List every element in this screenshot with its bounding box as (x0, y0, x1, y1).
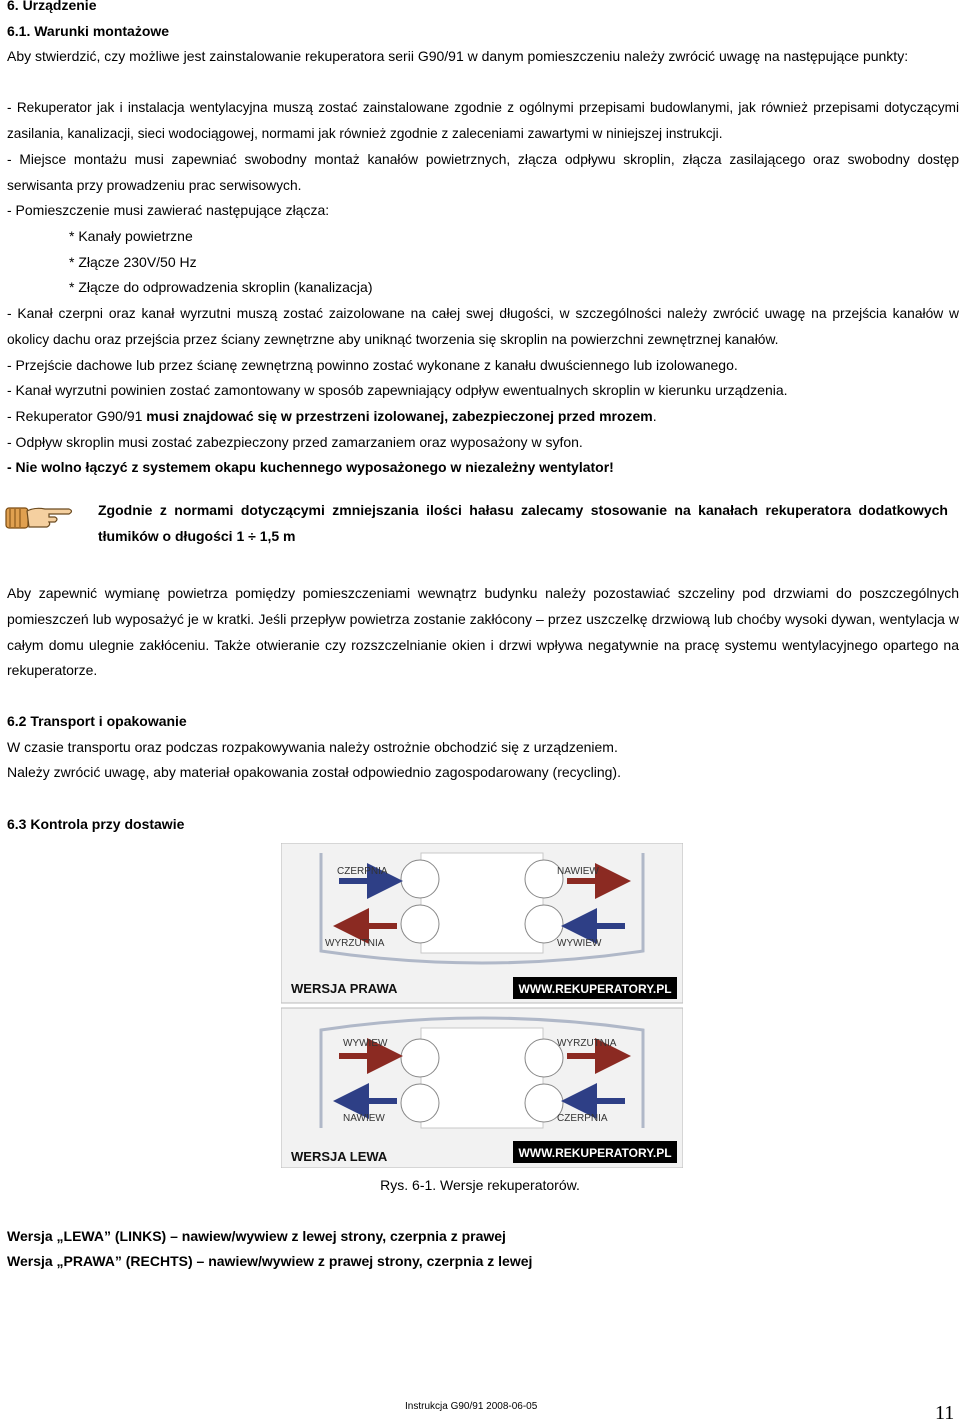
paragraph-regulations: - Rekuperator jak i instalacja wentylacyjna muszą zostać zainstalowane zgodnie z ogólnymi przepisami budowlanymi, jak również przepisami dotyczącymi zasilania, kanalizacji, sieci wodociągowej, normami jak również zgodnie z zaleceniami zawartymi w niniejszej instrukcji. (7, 100, 959, 141)
chapter-heading: 6. Urządzenie (7, 0, 97, 13)
panel-left-version (281, 1008, 683, 1168)
transport-line-2: Należy zwrócić uwagę, aby materiał opakowania został odpowiednio zagospodarowany (recycling). (7, 764, 621, 780)
figure-caption: Rys. 6-1. Wersje rekuperatorów. (380, 1177, 580, 1193)
label-top-left: WYWIEW (343, 1038, 388, 1049)
recuperator-versions-figure (281, 843, 683, 1168)
label-top-right: WYRZUTNIA (557, 1038, 617, 1049)
duct-connector (401, 905, 439, 943)
section-heading-6-1: 6.1. Warunki montażowe (7, 23, 170, 39)
section-heading-6-2: 6.2 Transport i opakowanie (7, 713, 187, 729)
label-bottom-right: WYWIEW (557, 938, 602, 949)
panel-right-version (281, 843, 683, 1003)
url-text: WWW.REKUPERATORY.PL (518, 982, 672, 996)
list-item: * Złącze do odprowadzenia skroplin (kanalizacja) (69, 279, 373, 295)
transport-line-1: W czasie transportu oraz podczas rozpakowywania należy ostrożnie obchodzić się z urządzeniem. (7, 739, 618, 755)
paragraph-connectors: - Pomieszczenie musi zawierać następujące złącza: (7, 202, 330, 218)
paragraph-kitchen-hood-warning: - Nie wolno łączyć z systemem okapu kuchennego wyposażonego w niezależny wentylator! (7, 459, 614, 475)
paragraph-exhaust-duct: - Kanał wyrzutni powinien zostać zamontowany w sposób zapewniający odpływ ewentualnych skroplin w kierunku urządzenia. (7, 382, 788, 398)
duct-connector (401, 1039, 439, 1077)
paragraph-mounting-place: - Miejsce montażu musi zapewniać swobodny montaż kanałów powietrznych, złącza odpływu skroplin, złącza zasilającego oraz swobodny dostęp serwisanta przy prowadzeniu prac serwisowych. (7, 152, 959, 193)
unit-body (421, 853, 543, 953)
paragraph-roof-passage: - Przejście dachowe lub przez ścianę zewnętrzną powinno zostać wykonane z kanału dwuściennego lub izolowanego. (7, 357, 738, 373)
url-text: WWW.REKUPERATORY.PL (518, 1146, 672, 1160)
label-bottom-left: WYRZUTNIA (325, 938, 385, 949)
version-left-definition: Wersja „LEWA” (LINKS) – nawiew/wywiew z lewej strony, czerpnia z prawej (7, 1228, 506, 1244)
label-bottom-right: CZERPNIA (557, 1113, 608, 1124)
list-item: * Kanały powietrzne (69, 228, 193, 244)
paragraph-frost-plain: - Rekuperator G90/91 (7, 408, 147, 424)
page-number: 11 (935, 1402, 955, 1424)
paragraph-airflow: Aby zapewnić wymianę powietrza pomiędzy pomieszczeniami wewnątrz budynku należy pozostawiać szczeliny pod drzwiami do poszczególnych pomieszczeń lub wyposażyć je w kratki. Jeśli przepływ powietrza zostanie zakłócony – przez uszczelkę drzwiową lub choćby wysoki dywan, wentylacja w całym domu ulegnie zakłóceniu. Także otwieranie czy rozszczelnianie okien i drzwi wpływa negatywnie na pracę systemu wentylacyjnego opartego na rekuperatorze. (7, 585, 959, 679)
paragraph-frost-protection (7, 404, 959, 430)
intro-paragraph: Aby stwierdzić, czy możliwe jest zainstalowanie rekuperatora serii G90/91 w danym pomieszczeniu należy zwrócić uwagę na następujące punkty: (7, 48, 909, 64)
panel-title: WERSJA LEWA (291, 1149, 388, 1164)
paragraph-condensate: - Odpływ skroplin musi zostać zabezpieczony przed zamarzaniem oraz wyposażony w syfon. (7, 434, 583, 450)
paragraph-frost-end: . (652, 408, 657, 424)
paragraph-frost-bold: musi znajdować się w przestrzeni izolowanej, zabezpieczonej przed mrozem (146, 408, 653, 424)
panel-title: WERSJA PRAWA (291, 981, 398, 996)
unit-body (421, 1028, 543, 1128)
pointing-hand-icon (5, 503, 75, 533)
noise-reduction-note: Zgodnie z normami dotyczącymi zmniejszania ilości hałasu zalecamy stosowanie na kanałach rekuperatora dodatkowych tłumików o długości 1 ÷ 1,5 m (98, 502, 948, 544)
list-item: * Złącze 230V/50 Hz (69, 254, 197, 270)
label-bottom-left: NAWIEW (343, 1113, 385, 1124)
label-top-right: NAWIEW (557, 866, 599, 877)
label-top-left: CZERPNIA (337, 866, 388, 877)
version-right-definition: Wersja „PRAWA” (RECHTS) – nawiew/wywiew z prawej strony, czerpnia z lewej (7, 1253, 533, 1269)
footer-doc-id: Instrukcja G90/91 2008-06-05 (405, 1401, 538, 1412)
duct-connector (401, 1084, 439, 1122)
duct-connector (401, 860, 439, 898)
paragraph-insulation: - Kanał czerpni oraz kanał wyrzutni muszą zostać zaizolowane na całej swej długości, w szczególności należy zwrócić uwagę na przejścia kanałów w okolicy dachu oraz przejścia przez ściany zewnętrzne aby uniknąć tworzenia się skroplin na powierzchni zewnętrznej kanałów. (7, 306, 959, 347)
section-heading-6-3: 6.3 Kontrola przy dostawie (7, 816, 185, 832)
